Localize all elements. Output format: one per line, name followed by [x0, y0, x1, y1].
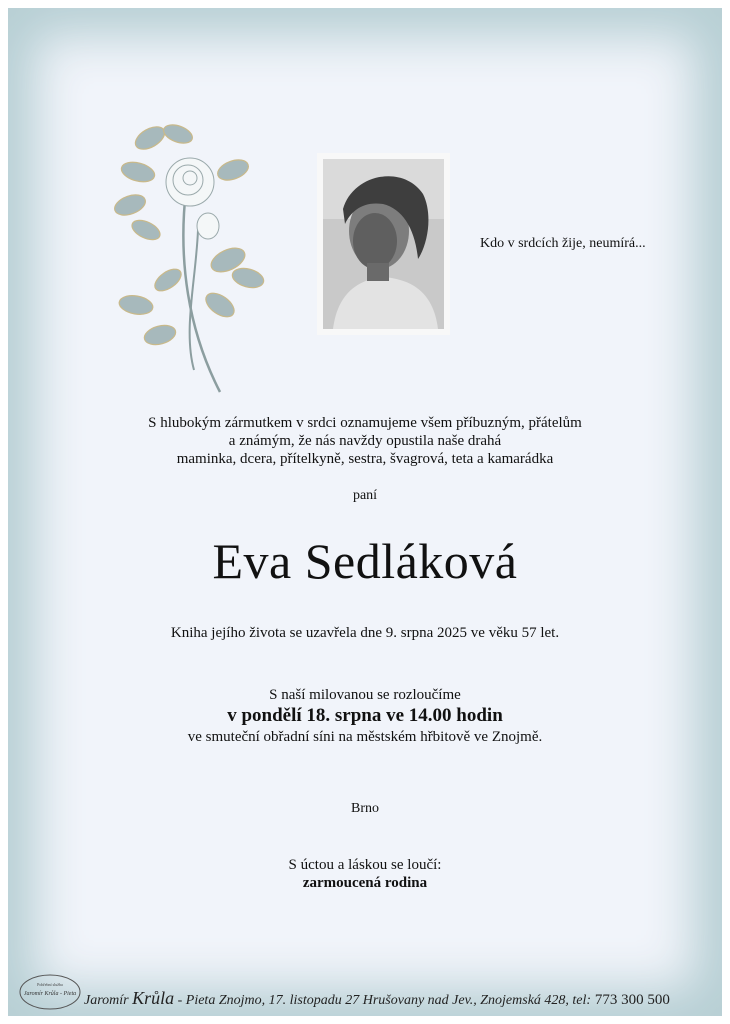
farewell-location: ve smuteční obřadní síni na městském hřbitově ve Znojmě.	[187, 729, 543, 745]
stamp-line-1: Pohřební služba	[37, 982, 63, 987]
motto: Kdo v srdcích žije, neumírá...	[480, 236, 646, 251]
funeral-service-stamp	[18, 972, 82, 1012]
farewell-info	[0, 686, 730, 746]
rose-illustration	[108, 110, 278, 400]
announcement	[0, 414, 730, 468]
stamp-line-2: Jaromír Krůla - Pieta	[23, 991, 77, 997]
farewell-intro: S naší milovanou se rozloučíme	[269, 687, 461, 703]
footer-addresses: - Pieta Znojmo, 17. listopadu 27 Hrušovany nad Jev., Znojemská 428, tel:	[174, 993, 592, 1008]
portrait-photo	[317, 153, 450, 335]
closing-line: S úctou a láskou se loučí:	[288, 857, 442, 873]
announcement-line: S hlubokým zármutkem v srdci oznamujeme všem příbuzným, přátelům	[148, 415, 582, 431]
farewell-date-time: v pondělí 18. srpna ve 14.00 hodin	[227, 705, 503, 726]
footer-brand-first: Jaromír	[84, 993, 129, 1008]
footer-phone: 773 300 500	[591, 992, 670, 1008]
footer-brand-last: Krůla	[132, 988, 175, 1008]
announcement-line: a známým, že nás navždy opustila naše drahá	[228, 433, 502, 449]
closing	[0, 856, 730, 892]
announcement-line: maminka, dcera, přítelkyně, sestra, švagrová, teta a kamarádka	[176, 451, 554, 467]
life-statement: Kniha jejího života se uzavřela dne 9. srpna 2025 ve věku 57 let.	[170, 625, 560, 641]
portrait-image	[323, 159, 444, 329]
family-signature: zarmoucená rodina	[302, 875, 428, 891]
city: Brno	[351, 801, 379, 816]
footer-contact	[84, 988, 670, 1009]
deceased-name: Eva Sedláková	[212, 533, 518, 589]
title-word: paní	[352, 488, 378, 503]
